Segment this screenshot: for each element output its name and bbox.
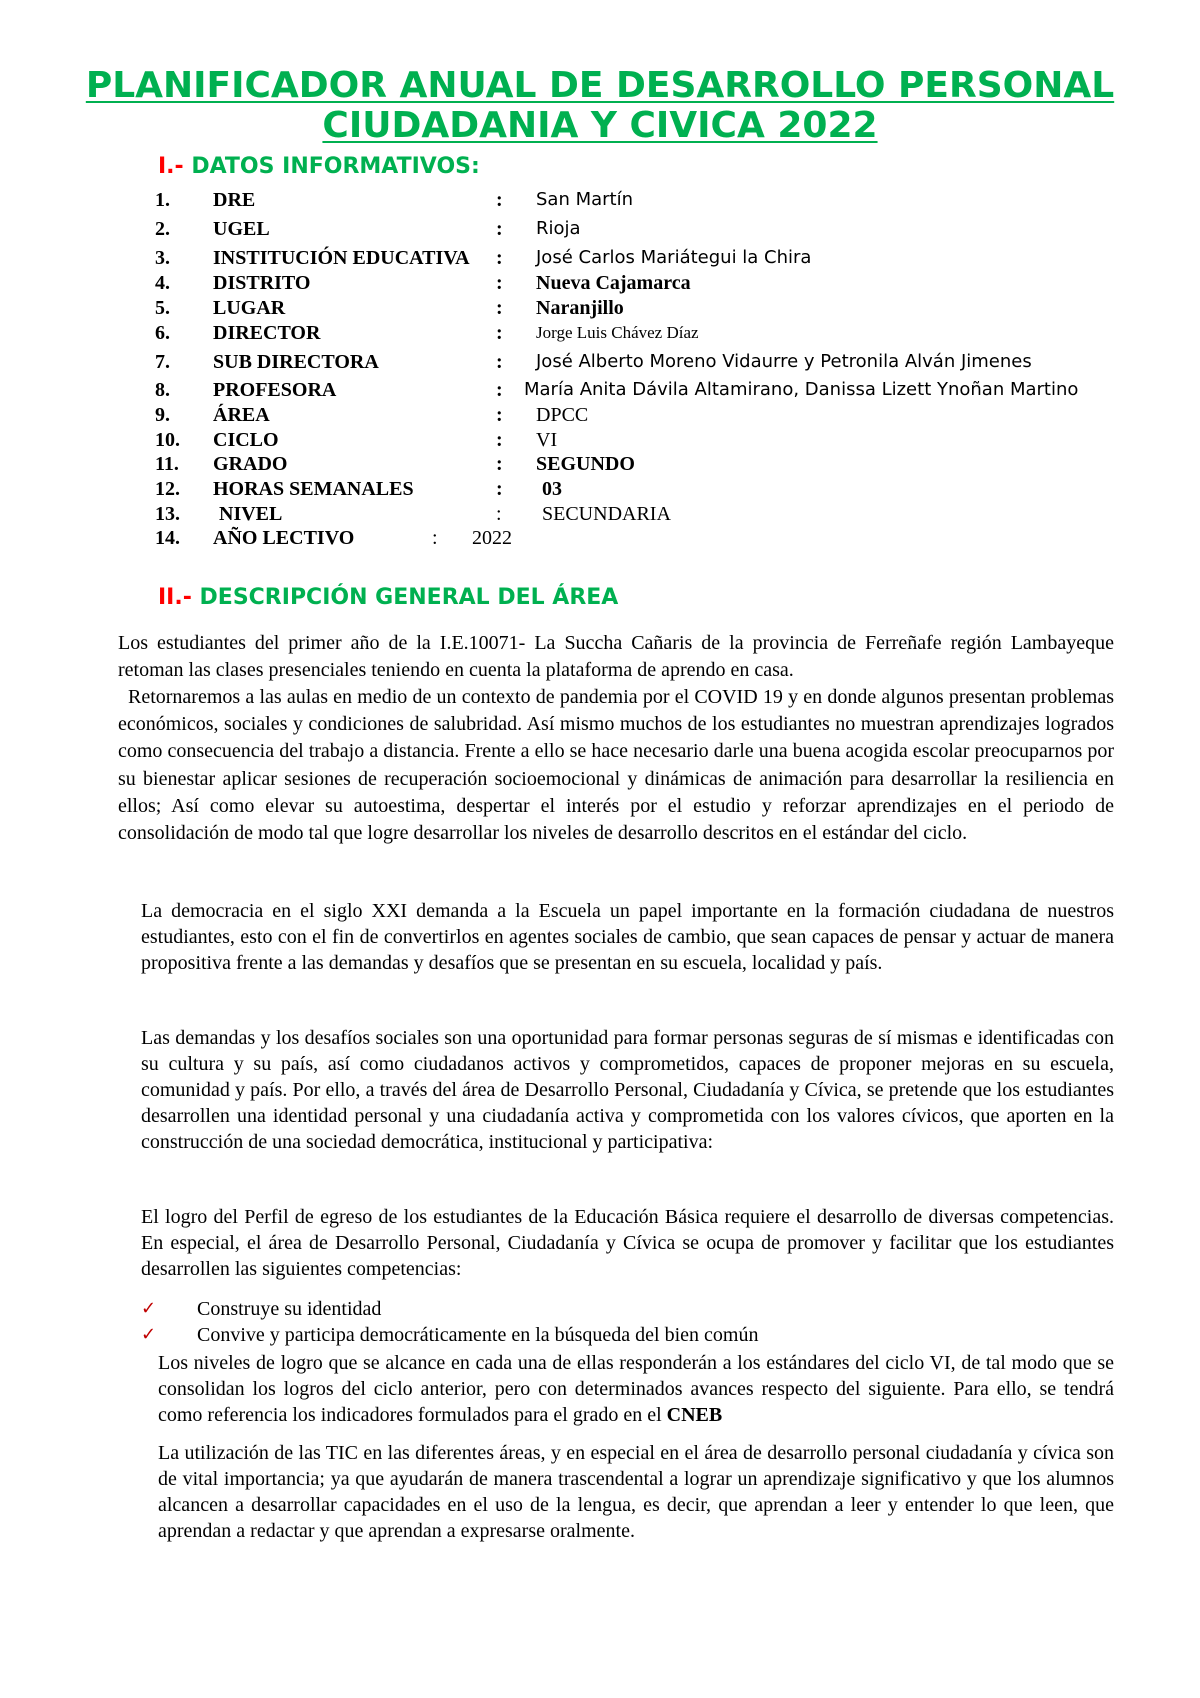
paragraph-return-to-classes: Retornaremos a las aulas en medio de un contexto de pandemia por el COVID 19 y en donde algunos presentan problemas económicos, sociales y condiciones de salubridad. Así mismo muchos de los estudiantes no muestran aprendizajes logrados como consecuencia del trabajo a distancia. Frente a ello se hace necesario darle una buena acogida escolar preocuparnos por su bienestar aplicar sesiones de recuperación socioemocional y dinámicas de animación para desarrollar la resiliencia en ellos; Así como elevar su autoestima, despertar el interés por el estudio y reforzar aprendizajes en el periodo de consolidación de modo tal que logre desarrollar los niveles de desarrollo descritos en el estándar del ciclo. xyxy=(118,686,1114,845)
info-colon: : xyxy=(496,453,503,475)
info-number: 12. xyxy=(155,478,180,500)
section-number: II.- xyxy=(158,585,200,610)
section-title: DATOS INFORMATIVOS: xyxy=(191,154,480,179)
info-label: AÑO LECTIVO xyxy=(213,527,355,549)
info-colon: : xyxy=(496,503,502,525)
info-colon: : xyxy=(496,322,503,344)
info-number: 14. xyxy=(155,527,180,549)
paragraph-text: Los niveles de logro que se alcance en cada una de ellas responderán a los estándares del ciclo VI, de tal modo que se consolidan los logros del ciclo anterior, pero con determinados avances respecto del siguiente. Para ello, se tendrá como referencia los indicadores formulados para el grado en el xyxy=(158,1352,1114,1426)
info-colon: : xyxy=(496,189,503,211)
info-label: DRE xyxy=(213,189,256,211)
info-label: LUGAR xyxy=(213,297,286,319)
info-label: GRADO xyxy=(213,453,288,475)
info-number: 7. xyxy=(155,351,170,373)
info-colon: : xyxy=(496,404,503,426)
info-number: 3. xyxy=(155,247,170,269)
paragraph-context: Los estudiantes del primer año de la I.E.10071- La Succha Cañaris de la provincia de Ferreñafe región Lambayeque retoman las clases presenciales teniendo en cuenta la plataforma de aprendo en casa. xyxy=(118,632,1114,681)
info-number: 2. xyxy=(155,218,170,240)
info-label: CICLO xyxy=(213,429,279,451)
info-colon: : xyxy=(496,297,503,319)
competency-text: Construye su identidad xyxy=(197,1298,382,1320)
paragraph-tic-usage: La utilización de las TIC en las diferentes áreas, y en especial en el área de desarrollo personal ciudadanía y cívica son de vital importancia; ya que ayudarán de manera trascendental a lograr un aprendizaje significativo y que los alumnos alcancen a desarrollar capacidades en el uso de la lengua, es decir, que aprendan a leer y entender lo que leen, que aprendan a redactar y que aprendan a expresarse oralmente. xyxy=(158,1442,1114,1542)
info-value: 2022 xyxy=(472,527,512,549)
checkmark-icon: ✓ xyxy=(141,1324,157,1345)
info-number: 4. xyxy=(155,272,170,294)
info-value: VI xyxy=(536,429,558,451)
info-value: Rioja xyxy=(536,218,581,239)
info-number: 6. xyxy=(155,322,170,344)
info-label: SUB DIRECTORA xyxy=(213,351,379,373)
info-value: Naranjillo xyxy=(536,297,624,319)
paragraph-graduate-profile: El logro del Perfil de egreso de los estudiantes de la Educación Básica requiere el desarrollo de diversas competencias. En especial, el área de Desarrollo Personal, Ciudadanía y Cívica se ocupa de promover y facilitar que los estudiantes desarrollen las siguientes competencias: xyxy=(141,1206,1114,1280)
document-title-line-2: CIUDADANIA Y CIVICA 2022 xyxy=(322,105,878,146)
info-label: INSTITUCIÓN EDUCATIVA xyxy=(213,247,470,269)
paragraph-democracy: La democracia en el siglo XXI demanda a la Escuela un papel importante en la formación ciudadana de nuestros estudiantes, esto con el fin de convertirlos en agentes sociales de cambio, que sean capaces de pensar y actuar de manera propositiva frente a las demandas y desafíos que se presentan en su escuela, localidad y país. xyxy=(141,900,1114,974)
info-label: UGEL xyxy=(213,218,270,240)
info-value: DPCC xyxy=(536,404,589,426)
info-label: PROFESORA xyxy=(213,379,337,401)
info-number: 5. xyxy=(155,297,170,319)
info-label: DIRECTOR xyxy=(213,322,321,344)
info-number: 1. xyxy=(155,189,170,211)
info-colon: : xyxy=(496,429,503,451)
info-value: SEGUNDO xyxy=(536,453,635,475)
cneb-reference: CNEB xyxy=(666,1404,723,1426)
section-number: I.- xyxy=(158,154,192,179)
info-label: HORAS SEMANALES xyxy=(213,478,414,500)
info-colon: : xyxy=(496,272,503,294)
info-value: María Anita Dávila Altamirano, Danissa Lizett Ynoñan Martino xyxy=(524,379,1079,400)
section-title: DESCRIPCIÓN GENERAL DEL ÁREA xyxy=(199,585,619,610)
info-label: NIVEL xyxy=(219,503,283,525)
info-colon: : xyxy=(496,379,503,401)
info-colon: : xyxy=(496,247,503,269)
info-colon: : xyxy=(496,478,503,500)
paragraph-social-demands: Las demandas y los desafíos sociales son una oportunidad para formar personas seguras de sí mismas e identificadas con su cultura y su país, así como ciudadanos activos y comprometidos, capaces de proponer mejoras en su escuela, comunidad y país. Por ello, a través del área de Desarrollo Personal, Ciudadanía y Cívica, se pretende que los estudiantes desarrollen una identidad personal y una ciudadanía activa y comprometida con los valores cívicos, que aporten en la construcción de una sociedad democrática, institucional y participativa: xyxy=(141,1027,1114,1153)
info-value: Jorge Luis Chávez Díaz xyxy=(536,323,699,342)
info-number: 10. xyxy=(155,429,180,451)
info-value: José Carlos Mariátegui la Chira xyxy=(536,247,812,268)
info-value: Nueva Cajamarca xyxy=(536,272,691,294)
info-value: SECUNDARIA xyxy=(542,503,671,525)
info-colon: : xyxy=(496,218,503,240)
section-heading-datos-informativos xyxy=(158,154,480,180)
info-value: San Martín xyxy=(536,189,634,210)
info-label: DISTRITO xyxy=(213,272,311,294)
info-number: 11. xyxy=(155,453,179,475)
info-colon: : xyxy=(496,351,503,373)
info-number: 8. xyxy=(155,379,170,401)
info-value: José Alberto Moreno Vidaurre y Petronila Alván Jimenes xyxy=(536,351,1032,372)
info-colon: : xyxy=(432,527,438,549)
document-title-line-1: PLANIFICADOR ANUAL DE DESARROLLO PERSONAL xyxy=(85,65,1115,106)
info-value: 03 xyxy=(542,478,562,500)
paragraph-achievement-levels xyxy=(158,1350,1114,1428)
info-number: 9. xyxy=(155,404,170,426)
section-heading-descripcion-general xyxy=(158,585,618,611)
info-label: ÁREA xyxy=(213,404,270,426)
checkmark-icon: ✓ xyxy=(141,1298,157,1319)
info-number: 13. xyxy=(155,503,180,525)
competency-text: Convive y participa democráticamente en la búsqueda del bien común xyxy=(197,1324,759,1346)
